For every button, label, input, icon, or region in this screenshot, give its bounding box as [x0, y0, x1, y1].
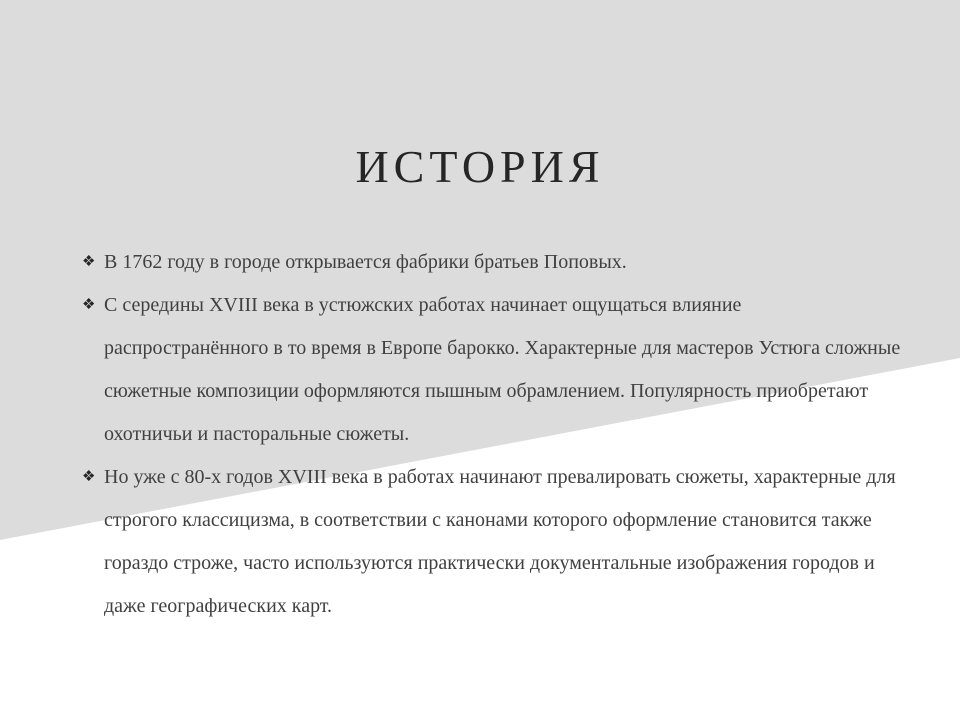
bullet-text: В 1762 году в городе открывается фабрики братьев Поповых.: [104, 251, 627, 273]
bullet-item: [80, 241, 910, 284]
slide-title: ИСТОРИЯ: [355, 141, 605, 192]
diamond-bullet-icon: ❖: [82, 254, 96, 270]
bullet-text: С середины XVIII века в устюжских работах начинает ощущаться влияние распространённого в то время в Европе барокко. Характерные для мастеров Устюга сложные сюжетные композиции оформляются пышным обрамлением. Популярность приобретают охотничьи и пасторальные сюжеты.: [104, 294, 901, 445]
bullet-list: [80, 241, 910, 628]
bullet-item: [80, 456, 910, 628]
diamond-bullet-icon: ❖: [82, 469, 96, 485]
diamond-bullet-icon: ❖: [82, 297, 96, 313]
bullet-item: [80, 284, 910, 456]
bullet-text: Но уже с 80-х годов XVIII века в работах начинают превалировать сюжеты, характерные для строгого классицизма, в соответствии с канонами которого оформление становится также гораздо строже, часто используются практически документальные изображения городов и даже географических карт.: [104, 466, 896, 617]
